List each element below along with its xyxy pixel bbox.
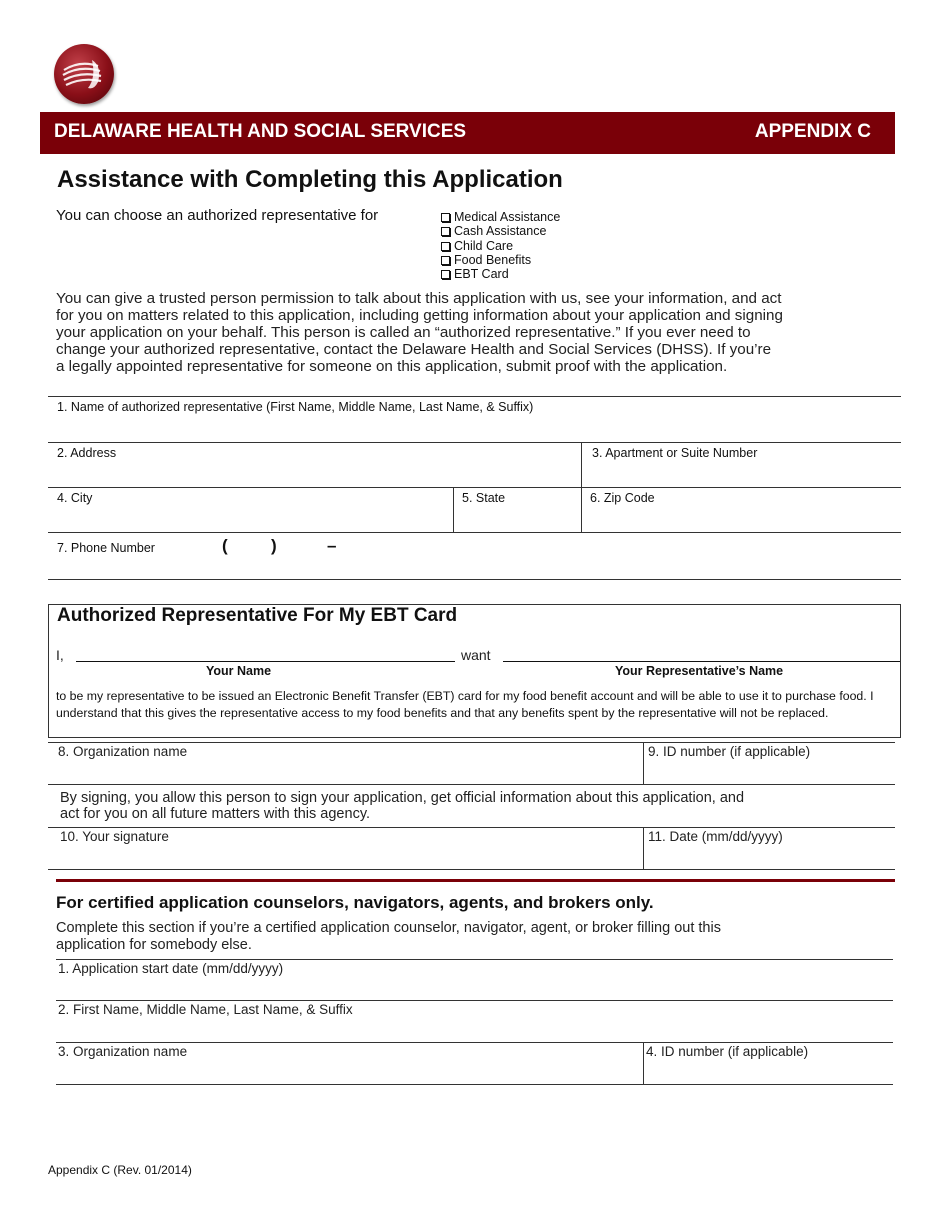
checkbox-icon[interactable] <box>441 213 450 222</box>
agency-name: DELAWARE HEALTH AND SOCIAL SERVICES <box>54 121 467 142</box>
option-medical-assistance[interactable]: Medical Assistance <box>441 210 560 224</box>
date-input[interactable] <box>644 845 895 869</box>
representative-options <box>441 210 560 281</box>
page-title: Assistance with Completing this Application <box>57 166 563 193</box>
divider <box>48 579 901 580</box>
divider <box>48 784 895 785</box>
field-state-input[interactable] <box>454 505 581 532</box>
divider <box>48 827 895 828</box>
ebt-terms: to be my representative to be issued an Electronic Benefit Transfer (EBT) card for my food benefit account and will be able to use it to purchase food. I understand that this gives the representative access to my food benefits and that any benefits spent by the representative will not be replaced. <box>56 689 874 720</box>
field-phone-input[interactable] <box>160 536 460 576</box>
field-state-label: 5. State <box>462 491 506 505</box>
option-cash-assistance[interactable]: Cash Assistance <box>441 224 560 238</box>
ebt-want-label: want <box>461 647 491 663</box>
intro-lead: You can choose an authorized representative for <box>56 207 379 224</box>
appendix-label: APPENDIX C <box>754 121 871 142</box>
divider <box>48 742 895 743</box>
full-name-input[interactable] <box>56 1018 893 1042</box>
org-name-label: 8. Organization name <box>58 744 188 759</box>
ebt-i-label: I, <box>56 647 64 663</box>
field-city-label: 4. City <box>57 491 93 505</box>
option-ebt-card[interactable]: EBT Card <box>441 267 560 281</box>
field-phone-label: 7. Phone Number <box>57 541 155 555</box>
start-date-input[interactable] <box>56 977 893 1000</box>
rep-name-line <box>503 661 900 662</box>
divider <box>48 396 901 397</box>
cert-org-name-label: 3. Organization name <box>58 1044 188 1059</box>
org-name-input[interactable] <box>48 760 643 784</box>
checkbox-icon[interactable] <box>441 227 450 236</box>
divider <box>48 532 901 533</box>
footer-revision: Appendix C (Rev. 01/2014) <box>48 1163 192 1177</box>
divider <box>56 1084 893 1085</box>
phone-dash: – <box>327 536 337 555</box>
your-name-caption: Your Name <box>206 664 272 678</box>
divider <box>48 869 895 870</box>
header-banner <box>40 112 895 154</box>
field-apartment-input[interactable] <box>582 460 901 487</box>
full-name-label: 2. First Name, Middle Name, Last Name, & Suffix <box>58 1002 353 1017</box>
phone-open-paren: ( <box>222 536 228 555</box>
checkbox-icon[interactable] <box>441 270 450 279</box>
certified-title: For certified application counselors, navigators, agents, and brokers only. <box>56 893 654 912</box>
start-date-label: 1. Application start date (mm/dd/yyyy) <box>58 961 284 976</box>
signature-label: 10. Your signature <box>60 829 169 844</box>
signature-input[interactable] <box>48 845 643 869</box>
cert-id-number-input[interactable] <box>644 1060 893 1084</box>
option-food-benefits[interactable]: Food Benefits <box>441 253 560 267</box>
intro-paragraph: You can give a trusted person permission to talk about this application with us, see your information, and act for you on matters related to this application, including getting information about your application and signing your application on your behalf. This person is called an “authorized representative.” If you ever need to change your authorized representative, contact the Delaware Health and Social Services (DHSS). If you’re a legally appointed representative for someone on this application, submit proof with the application. <box>56 290 783 375</box>
ebt-title: Authorized Representative For My EBT Card <box>57 605 458 626</box>
rep-name-caption: Your Representative’s Name <box>615 664 784 678</box>
divider <box>56 1000 893 1001</box>
checkbox-icon[interactable] <box>441 242 450 251</box>
field-city-input[interactable] <box>48 505 453 532</box>
phone-close-paren: ) <box>271 536 277 555</box>
field-name-input[interactable] <box>48 414 901 442</box>
id-number-input[interactable] <box>644 760 895 784</box>
rep-name-input[interactable] <box>503 644 900 661</box>
signing-consent: By signing, you allow this person to sign your application, get official information about this application, and act for you on all future matters with this agency. <box>60 790 745 822</box>
divider <box>48 487 901 488</box>
your-name-line <box>76 661 455 662</box>
checkbox-icon[interactable] <box>441 256 450 265</box>
field-address-input[interactable] <box>48 460 581 487</box>
divider <box>48 442 901 443</box>
option-child-care[interactable]: Child Care <box>441 239 560 253</box>
cert-id-number-label: 4. ID number (if applicable) <box>646 1044 809 1059</box>
field-apartment-label: 3. Apartment or Suite Number <box>592 446 758 460</box>
your-name-input[interactable] <box>76 644 455 661</box>
cert-org-name-input[interactable] <box>56 1060 643 1084</box>
field-name-label: 1. Name of authorized representative (First Name, Middle Name, Last Name, & Suffix) <box>57 400 534 414</box>
divider <box>56 959 893 960</box>
dhss-logo-icon <box>54 44 114 104</box>
id-number-label: 9. ID number (if applicable) <box>648 744 811 759</box>
certified-instructions: Complete this section if you’re a certified application counselor, navigator, agent, or broker filling out this application for somebody else. <box>56 920 721 953</box>
date-label: 11. Date (mm/dd/yyyy) <box>648 829 783 844</box>
divider <box>56 1042 893 1043</box>
field-zip-input[interactable] <box>582 505 901 532</box>
field-zip-label: 6. Zip Code <box>590 491 655 505</box>
field-address-label: 2. Address <box>57 446 117 460</box>
section-rule <box>56 879 895 882</box>
